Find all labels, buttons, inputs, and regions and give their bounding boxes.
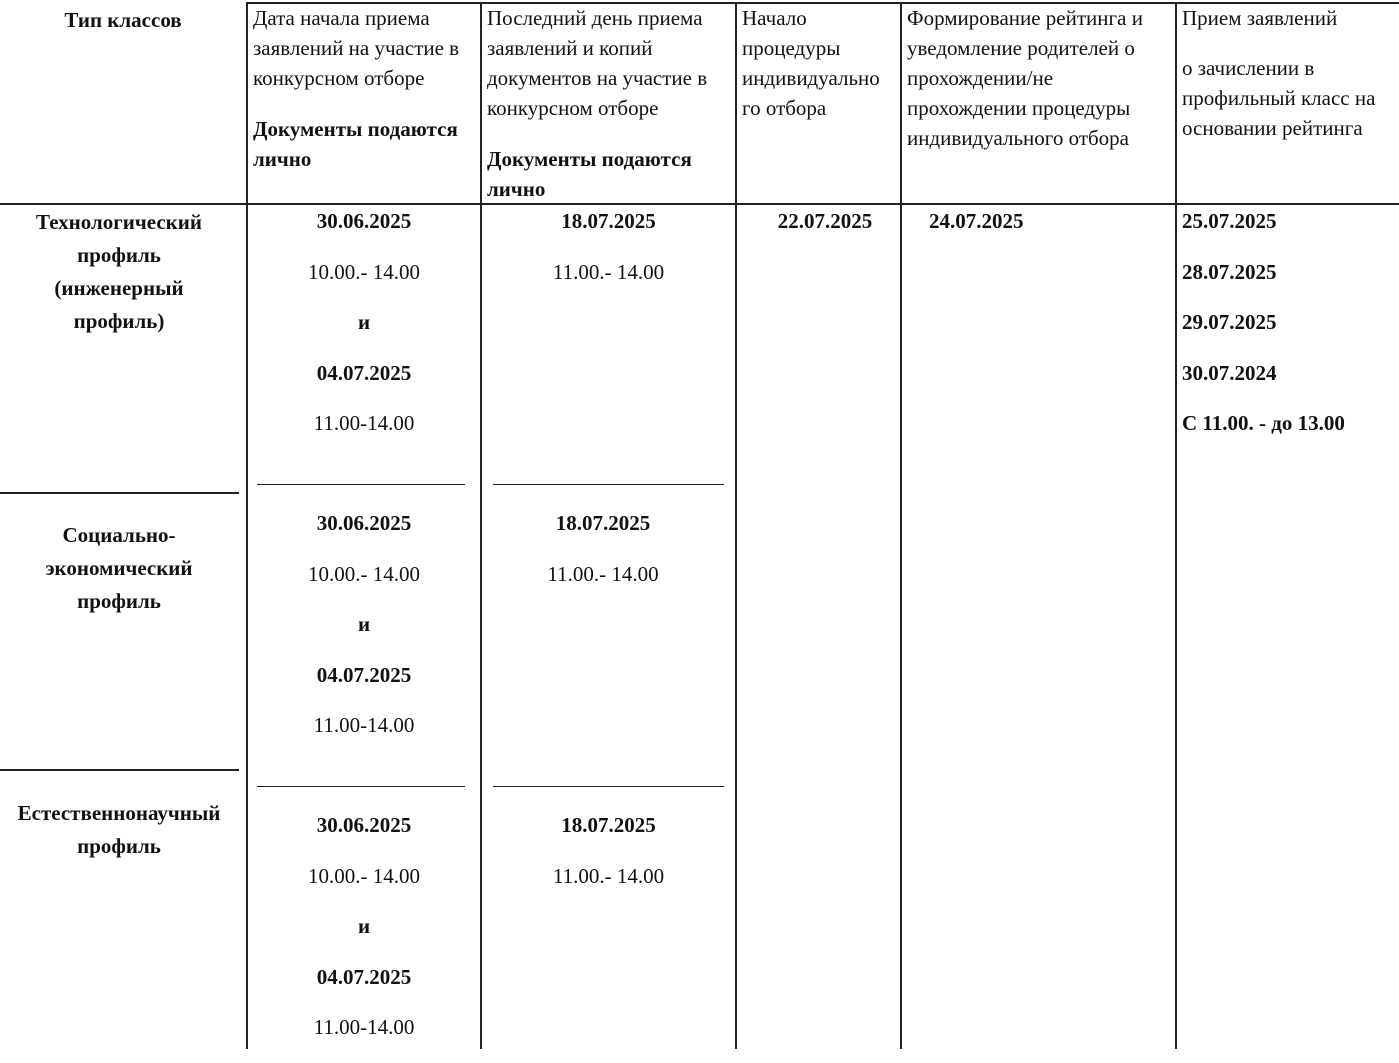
header-text: конкурсном отборе: [487, 96, 659, 120]
profile-text: профиль): [73, 309, 165, 333]
header-text: заявлений и копий: [487, 36, 653, 60]
header-text: прохождении процедуры: [907, 96, 1131, 120]
header-applications: [1182, 3, 1375, 143]
profile-technological: [0, 206, 238, 338]
last-day-natural-science: [482, 810, 735, 911]
start-dates-technological: [248, 206, 480, 459]
date-text: 25.07.2025: [1182, 209, 1277, 233]
header-class-type: [0, 5, 246, 35]
column-divider: [900, 2, 902, 1049]
date-text: 30.06.2025: [316, 511, 412, 535]
profile-natural-science: [0, 797, 238, 863]
header-text: Последний день приема: [487, 6, 703, 30]
header-text: о зачислении в: [1182, 56, 1315, 80]
date-text: 18.07.2025: [561, 813, 656, 837]
start-dates-socio-economic: [248, 508, 480, 761]
profile-text: профиль: [77, 589, 161, 613]
row-divider: [257, 786, 465, 787]
conjunction-text: и: [357, 914, 371, 938]
header-text: документов на участие в: [487, 66, 708, 90]
time-text: 11.00.- 14.00: [547, 561, 659, 586]
row-divider: [257, 484, 465, 485]
date-text: 22.07.2025: [777, 209, 873, 233]
row-divider: [493, 484, 724, 485]
header-last-day: [487, 3, 707, 204]
date-text: 04.07.2025: [316, 662, 412, 687]
profile-text: профиль: [77, 243, 161, 267]
date-text: 30.06.2025: [316, 813, 412, 837]
header-note: лично: [487, 177, 546, 201]
header-text: индивидуального отбора: [907, 126, 1130, 150]
last-day-technological: [482, 206, 735, 307]
profile-text: экономический: [45, 556, 193, 580]
time-text: 11.00.- 14.00: [552, 863, 665, 888]
date-text: 18.07.2025: [561, 209, 656, 233]
header-text: Прием заявлений: [1182, 6, 1338, 30]
last-day-socio-economic: [482, 508, 724, 609]
header-text: процедуры: [742, 36, 841, 60]
date-text: 18.07.2025: [555, 511, 651, 535]
header-text: профильный класс на: [1182, 86, 1376, 110]
profile-text: Социально-: [62, 523, 176, 547]
conjunction-text: и: [357, 310, 371, 334]
time-text: 10.00.- 14.00: [308, 259, 420, 284]
time-text: 11.00-14.00: [313, 411, 415, 435]
header-text: конкурсном отборе: [253, 66, 425, 90]
header-note: Документы подаются: [487, 147, 692, 171]
profile-text: профиль: [77, 834, 161, 858]
time-text: 10.00.- 14.00: [308, 561, 420, 586]
date-text: 04.07.2025: [316, 360, 412, 385]
header-text: го отбора: [742, 96, 827, 120]
time-text: 11.00-14.00: [313, 713, 415, 737]
date-text: 29.07.2025: [1182, 310, 1277, 334]
profile-text: Технологический: [36, 210, 202, 234]
profile-text: Естественнонаучный: [17, 801, 221, 825]
header-start-date: [253, 3, 459, 174]
header-text: прохождении/не: [907, 66, 1054, 90]
header-note: Документы подаются: [253, 117, 458, 141]
rating-date: [929, 206, 1024, 236]
time-text: 11.00.- 14.00: [552, 259, 665, 284]
date-text: 30.07.2024: [1182, 360, 1277, 385]
time-text: 10.00.- 14.00: [308, 863, 420, 888]
row-divider: [0, 769, 239, 771]
conjunction-text: и: [357, 612, 371, 636]
date-text: 30.06.2025: [316, 209, 412, 233]
date-text: 04.07.2025: [316, 964, 412, 989]
time-text: С 11.00. - до 13.00: [1182, 411, 1345, 435]
header-text: Тип классов: [64, 8, 182, 32]
header-rating: [907, 3, 1143, 153]
row-divider: [493, 786, 724, 787]
header-note: лично: [253, 147, 312, 171]
applications-dates: [1182, 206, 1345, 459]
profile-text: (инженерный: [54, 276, 184, 300]
header-text: основании рейтинга: [1182, 116, 1363, 140]
date-text: 28.07.2025: [1182, 259, 1277, 284]
start-dates-natural-science: [248, 810, 480, 1063]
header-text: индивидуально: [742, 66, 880, 90]
row-divider: [0, 492, 239, 494]
header-text: заявлений на участие в: [253, 36, 460, 60]
column-divider: [1175, 2, 1177, 1049]
selection-start-date: [737, 206, 913, 236]
time-text: 11.00-14.00: [313, 1015, 415, 1039]
column-divider: [735, 2, 737, 1049]
header-text: Дата начала приема: [253, 6, 430, 30]
header-text: Формирование рейтинга и: [907, 6, 1143, 30]
profile-socio-economic: [0, 519, 238, 618]
header-text: уведомление родителей о: [907, 36, 1135, 60]
header-text: Начало: [742, 6, 807, 30]
header-selection-start: [742, 3, 880, 123]
date-text: 24.07.2025: [929, 209, 1024, 233]
